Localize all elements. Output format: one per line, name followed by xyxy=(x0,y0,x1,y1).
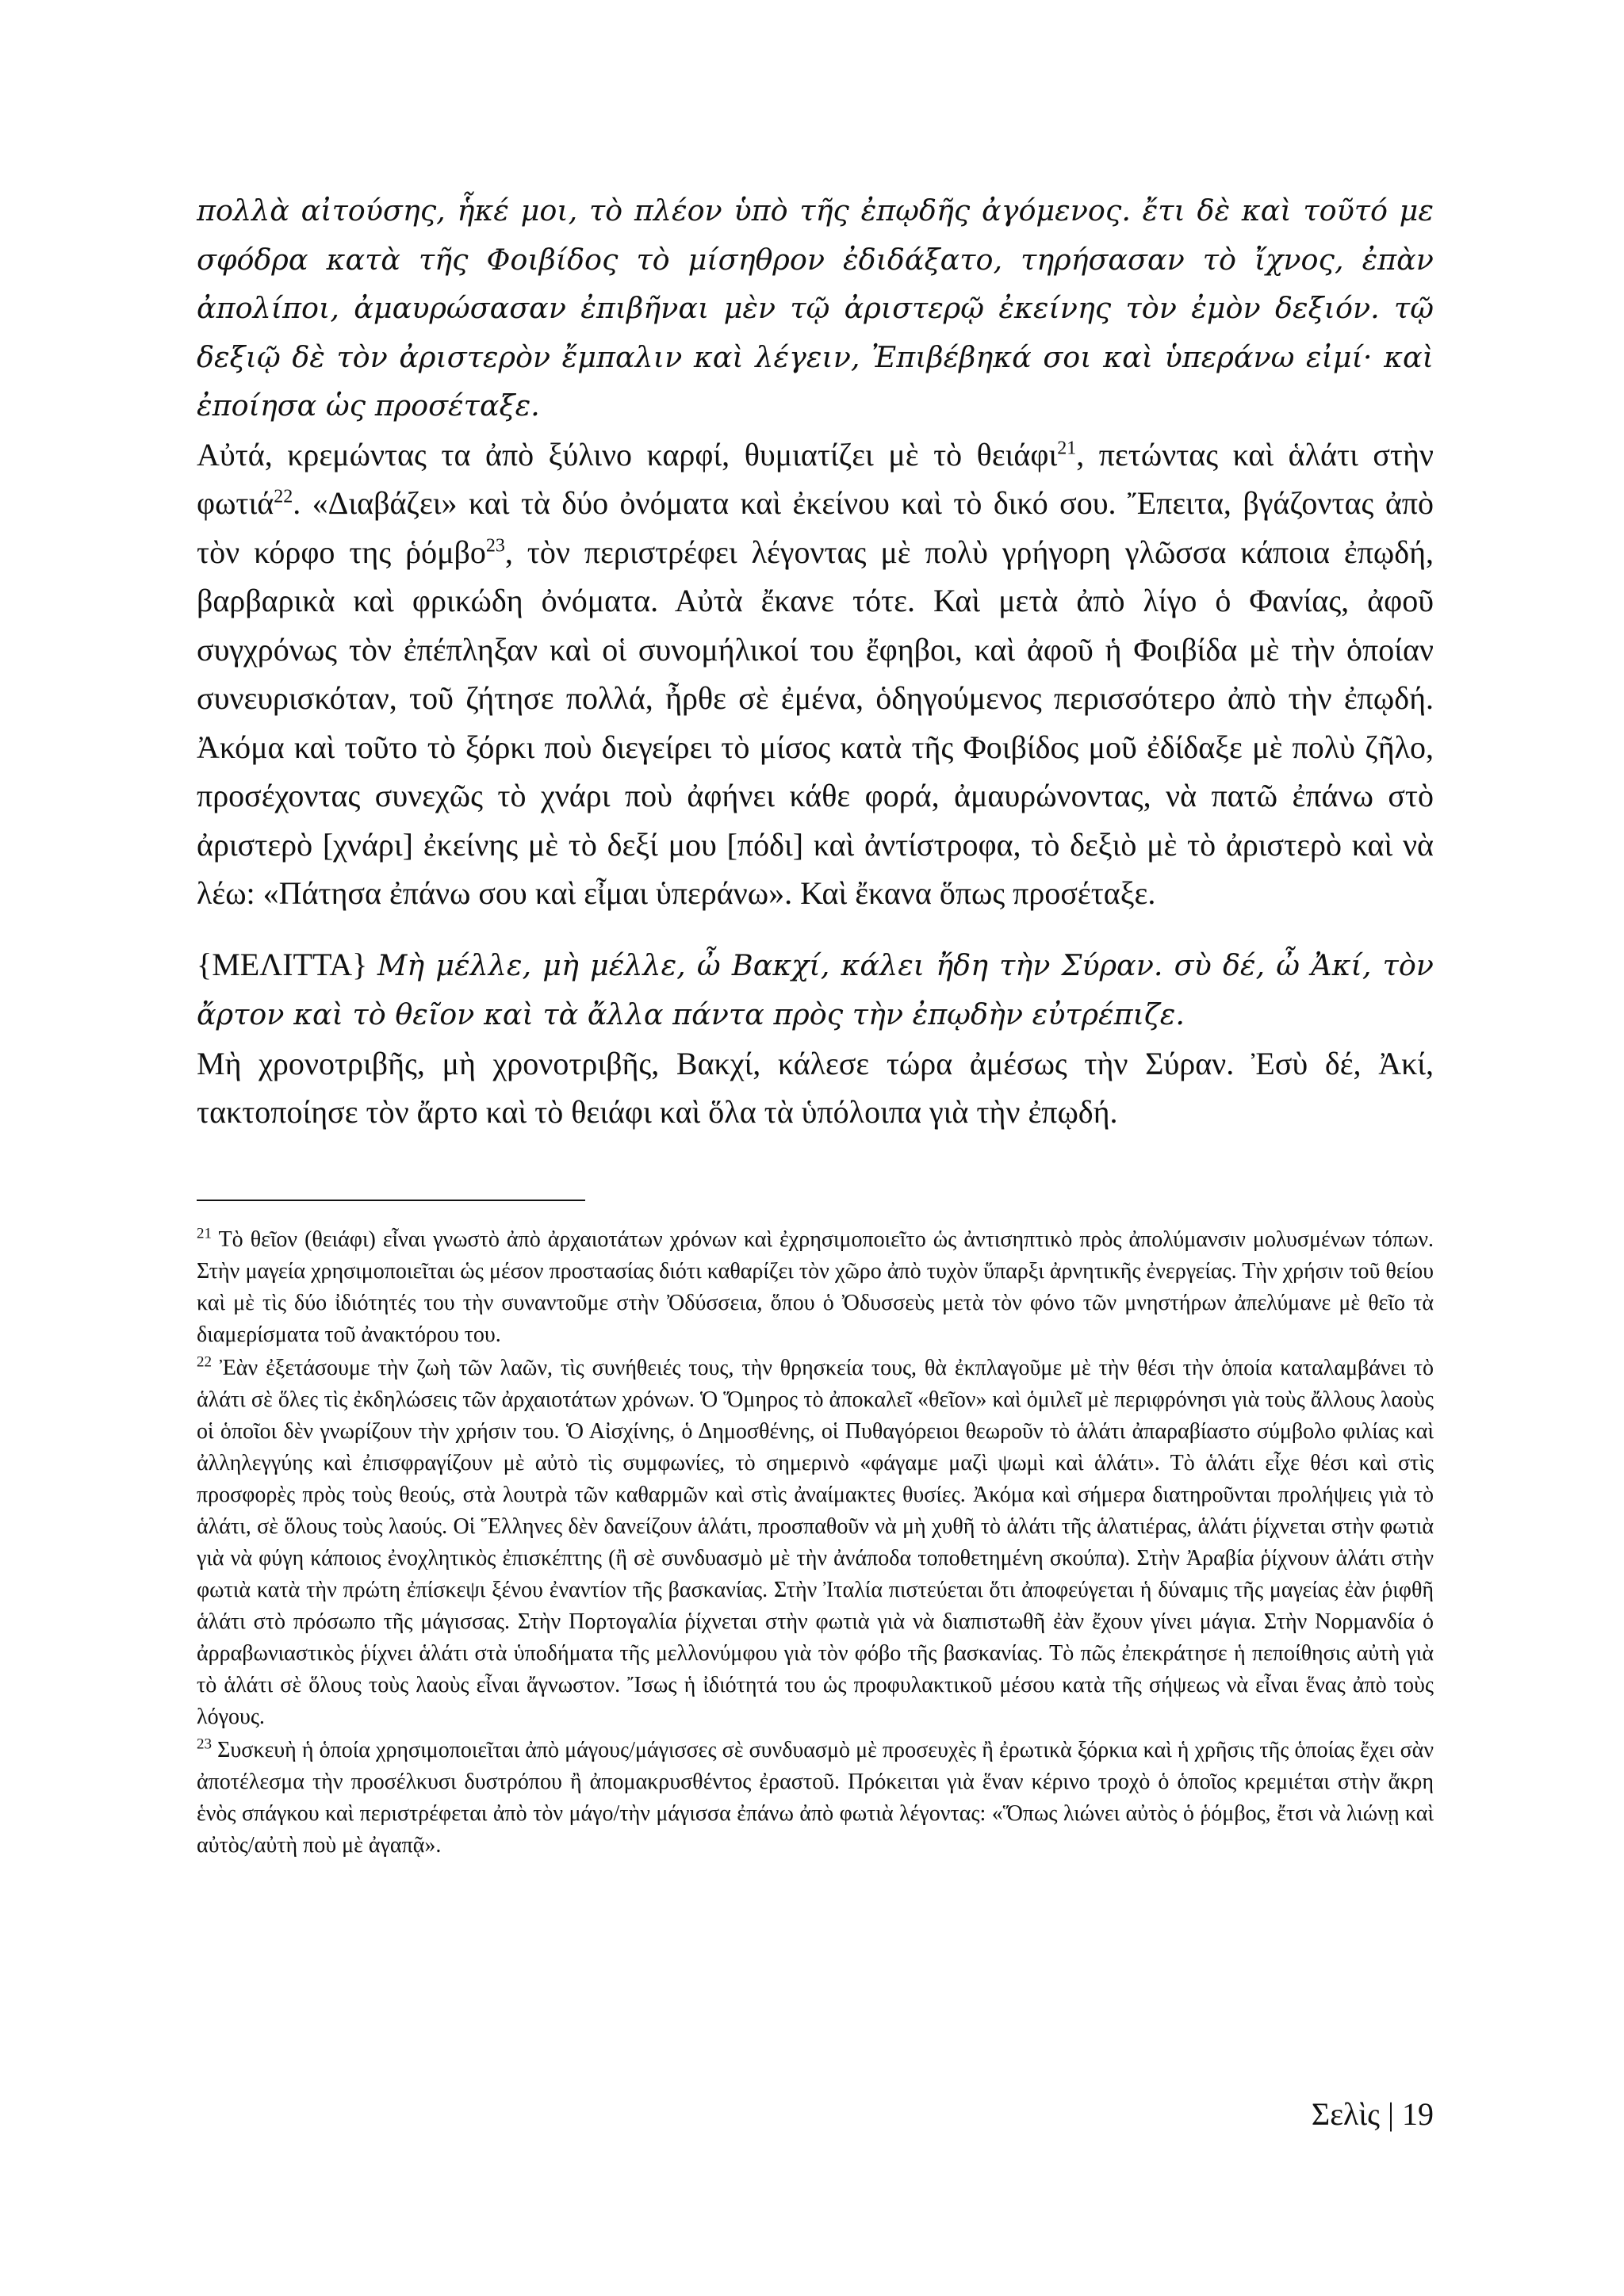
main-text xyxy=(197,186,1434,1137)
footnote-text: Τὸ θεῖον (θειάφι) εἶναι γνωστὸ ἀπὸ ἀρχαιοτάτων χρόνων καὶ ἐχρησιμοποιεῖτο ὡς ἀντισηπτικὸ πρὸς ἀπολύμανσιν μολυσμένων τόπων. Στὴν μαγεία χρησιμοποιεῖται ὡς μέσον προστασίας διότι καθαρίζει τὸν χῶρο ἀπὸ τυχὸν ὕπαρξι ἀρνητικῆς ἐνεργείας. Τὴν χρήσιν τοῦ θείου καὶ μὲ τὶς δύο ἰδιότητές του τὴν συναντοῦμε στὴν Ὀδύσσεια, ὅπου ὁ Ὀδυσσεὺς μετὰ τὸν φόνο τῶν μνηστήρων ἀπελύμανε μὲ θεῖο τὰ διαμερίσματα τοῦ ἀνακτόρου του. xyxy=(197,1227,1434,1347)
translation-paragraph: Μὴ χρονοτριβῆς, μὴ χρονοτριβῆς, Βακχί, κάλεσε τώρα ἀμέσως τὴν Σύραν. Ἐσὺ δέ, Ἀκί, τακτοποίησε τὸν ἄρτο καὶ τὸ θειάφι καὶ ὅλα τὰ ὑπόλοιπα γιὰ τὴν ἐπῳδή. xyxy=(197,1045,1434,1130)
footnote-number: 21 xyxy=(197,1225,212,1242)
footnote-21 xyxy=(197,1224,1434,1351)
translation-text: , τὸν περιστρέφει λέγοντας μὲ πολὺ γρήγορη γλῶσσα κάποια ἐπῳδή, βαρβαρικὰ καὶ φρικώδη ὀνόματα. Αὐτὰ ἔκανε τότε. Καὶ μετὰ ἀπὸ λίγο ὁ Φανίας, ἀφοῦ συγχρόνως τὸν ἐπέπληξαν καὶ οἱ συνομήλικοί του ἔφηβοι, καὶ ἀφοῦ ἡ Φοιβίδα μὲ τὴν ὁποίαν συνευρισκόταν, τοῦ ζήτησε πολλά, ἦρθε σὲ ἐμένα, ὁδηγούμενος περισσότερο ἀπὸ τὴν ἐπῳδή. Ἀκόμα καὶ τοῦτο τὸ ξόρκι ποὺ διεγείρει τὸ μίσος κατὰ τῆς Φοιβίδος μοῦ ἐδίδαξε μὲ πολὺ ζῆλο, προσέχοντας συνεχῶς τὸ χνάρι ποὺ ἀφήνει κάθε φορά, ἀμαυρώνοντας, νὰ πατῶ ἐπάνω στὸ ἀριστερὸ [χνάρι] ἐκείνης μὲ τὸ δεξί μου [πόδι] καὶ ἀντίστροφα, τὸ δεξιὸ μὲ τὸ ἀριστερὸ καὶ νὰ λέω: «Πάτησα ἐπάνω σου καὶ εἶμαι ὑπεράνω». Καὶ ἔκανα ὅπως προσέταξε. xyxy=(197,534,1434,911)
footnote-ref-23[interactable]: 23 xyxy=(485,535,505,557)
speaker-paragraph xyxy=(197,940,1434,1039)
page-number: Σελὶς | 19 xyxy=(1311,2096,1434,2132)
footnote-ref-22[interactable]: 22 xyxy=(274,486,293,507)
speaker-label: {ΜΕΛΙΤΤΑ} xyxy=(197,946,368,982)
footnote-number: 23 xyxy=(197,1735,212,1753)
footnote-22 xyxy=(197,1353,1434,1733)
translation-text: . «Διαβάζει» καὶ τὰ δύο ὀνόματα καὶ ἐκείνου καὶ τὸ δικό σου. Ἔπειτα, βγάζοντας ἀπὸ τὸν κόρφο της ῥόμβο xyxy=(197,485,1434,570)
translation-text: Αὐτά, κρεμώντας τα ἀπὸ ξύλινο καρφί, θυμιατίζει μὲ τὸ θειάφι xyxy=(197,436,1058,473)
ancient-greek-passage: Μὴ μέλλε, μὴ μέλλε, ὦ Βακχί, κάλει ἤδη τὴν Σύραν. σὺ δέ, ὦ Ἀκί, τὸν ἄρτον καὶ τὸ θεῖον καὶ τὰ ἄλλα πάντα πρὸς τὴν ἐπῳδὴν εὐτρέπιζε. xyxy=(197,947,1434,1031)
ancient-greek-passage: πολλὰ αἰτούσης, ἧκέ μοι, τὸ πλέον ὑπὸ τῆς ἐπῳδῆς ἀγόμενος. ἔτι δὲ καὶ τοῦτό με σφόδρα κατὰ τῆς Φοιβίδος τὸ μίσηθρον ἐδιδάξατο, τηρήσασαν τὸ ἴχνος, ἐπὰν ἀπολίποι, ἀμαυρώσασαν ἐπιβῆναι μὲν τῷ ἀριστερῷ ἐκείνης τὸν ἐμὸν δεξιόν. τῷ δεξιῷ δὲ τὸν ἀριστερὸν ἔμπαλιν καὶ λέγειν, Ἐπιβέβηκά σοι καὶ ὑπεράνω εἰμί· καὶ ἐποίησα ὡς προσέταξε. xyxy=(197,193,1434,423)
footnotes xyxy=(197,1224,1434,1863)
footnote-text: Συσκευὴ ἡ ὁποία χρησιμοποιεῖται ἀπὸ μάγους/μάγισσες σὲ συνδυασμὸ μὲ προσευχὲς ἢ ἐρωτικὰ ξόρκια καὶ ἡ χρῆσις τῆς ὁποίας ἔχει σὰν ἀποτέλεσμα τὴν προσέλκυσι δυστρόπου ἢ ἀπομακρυσθέντος ἐραστοῦ. Πρόκειται γιὰ ἕναν κέρινο τροχὸ ὁ ὁποῖος κρεμιέται στὴν ἄκρη ἑνὸς σπάγκου καὶ περιστρέφεται ἀπὸ τὸν μάγο/τὴν μάγισσα ἐπάνω ἀπὸ φωτιὰ λέγοντας: «Ὅπως λιώνει αὐτὸς ὁ ῥόμβος, ἔτσι νὰ λιώνῃ καὶ αὐτὸς/αὐτὴ ποὺ μὲ ἀγαπᾷ». xyxy=(197,1738,1434,1858)
footnote-separator xyxy=(197,1200,585,1201)
footnote-number: 22 xyxy=(197,1353,212,1371)
footnote-text: Ἐὰν ἐξετάσουμε τὴν ζωὴ τῶν λαῶν, τὶς συνήθειές τους, τὴν θρησκεία τους, θὰ ἐκπλαγοῦμε μὲ τὴν θέσι τὴν ὁποία καταλαμβάνει τὸ ἁλάτι σὲ ὅλες τὶς ἐκδηλώσεις τῶν ἀρχαιοτάτων χρόνων. Ὁ Ὅμηρος τὸ ἀποκαλεῖ «θεῖον» καὶ ὁμιλεῖ μὲ περιφρόνησι γιὰ τοὺς ἄλλους λαοὺς οἱ ὁποῖοι δὲν γνωρίζουν τὴν χρήσιν του. Ὁ Αἰσχίνης, ὁ Δημοσθένης, οἱ Πυθαγόρειοι θεωροῦν τὸ ἁλάτι ἀπαραβίαστο σύμβολο φιλίας καὶ ἀλληλεγγύης καὶ ἐπισφραγίζουν μὲ αὐτὸ τὶς συμφωνίες, τὸ σημερινὸ «φάγαμε μαζὶ ψωμὶ καὶ ἁλάτι». Τὸ ἁλάτι εἶχε θέσι καὶ στὶς προσφορὲς πρὸς τοὺς θεούς, στὰ λουτρὰ τῶν καθαρμῶν καὶ στὶς ἀναίμακτες θυσίες. Ἀκόμα καὶ σήμερα διατηροῦνται προλήψεις γιὰ τὸ ἁλάτι, σὲ ὅλους τοὺς λαούς. Οἱ Ἕλληνες δὲν δανείζουν ἁλάτι, προσπαθοῦν νὰ μὴ χυθῆ τὸ ἁλάτι τῆς ἁλατιέρας, ἁλάτι ῥίχνεται στὴν φωτιὰ γιὰ νὰ φύγη κάποιος ἐνοχλητικὸς ἐπισκέπτης (ἢ σὲ συνδυασμὸ μὲ τὴν ἀνάποδα τοποθετημένη σκούπα). Στὴν Ἀραβία ῥίχνουν ἁλάτι στὴν φωτιὰ κατὰ τὴν πρώτη ἐπίσκεψι ξένου ἐναντίον τῆς βασκανίας. Στὴν Ἰταλία πιστεύεται ὅτι ἀποφεύγεται ἡ δύναμις τῆς μαγείας ἐὰν ῥιφθῆ ἁλάτι στὸ πρόσωπο τῆς μάγισσας. Στὴν Πορτογαλία ῥίχνεται στὴν φωτιὰ γιὰ νὰ διαπιστωθῆ ἐὰν ἔχουν γίνει μάγια. Στὴν Νορμανδία ὁ ἀρραβωνιαστικὸς ῥίχνει ἁλάτι στὰ ὑποδήματα τῆς μελλονύμφου γιὰ τὸν φόβο τῆς βασκανίας. Τὸ πῶς ἐπεκράτησε ἡ πεποίθησις αὐτὴ γιὰ τὸ ἁλάτι σὲ ὅλους τοὺς λαοὺς εἶναι ἄγνωστον. Ἴσως ἡ ἰδιότητά του ὡς προφυλακτικοῦ μέσου κατὰ τῆς σήψεως νὰ εἶναι ἕνας ἀπὸ τοὺς λόγους. xyxy=(197,1356,1434,1729)
footnote-ref-21[interactable]: 21 xyxy=(1057,438,1077,459)
translation-paragraph xyxy=(197,430,1434,918)
footnote-23 xyxy=(197,1735,1434,1862)
translation-text: , πετώντας καὶ ἁλάτι στὴν φωτιά xyxy=(197,436,1434,521)
